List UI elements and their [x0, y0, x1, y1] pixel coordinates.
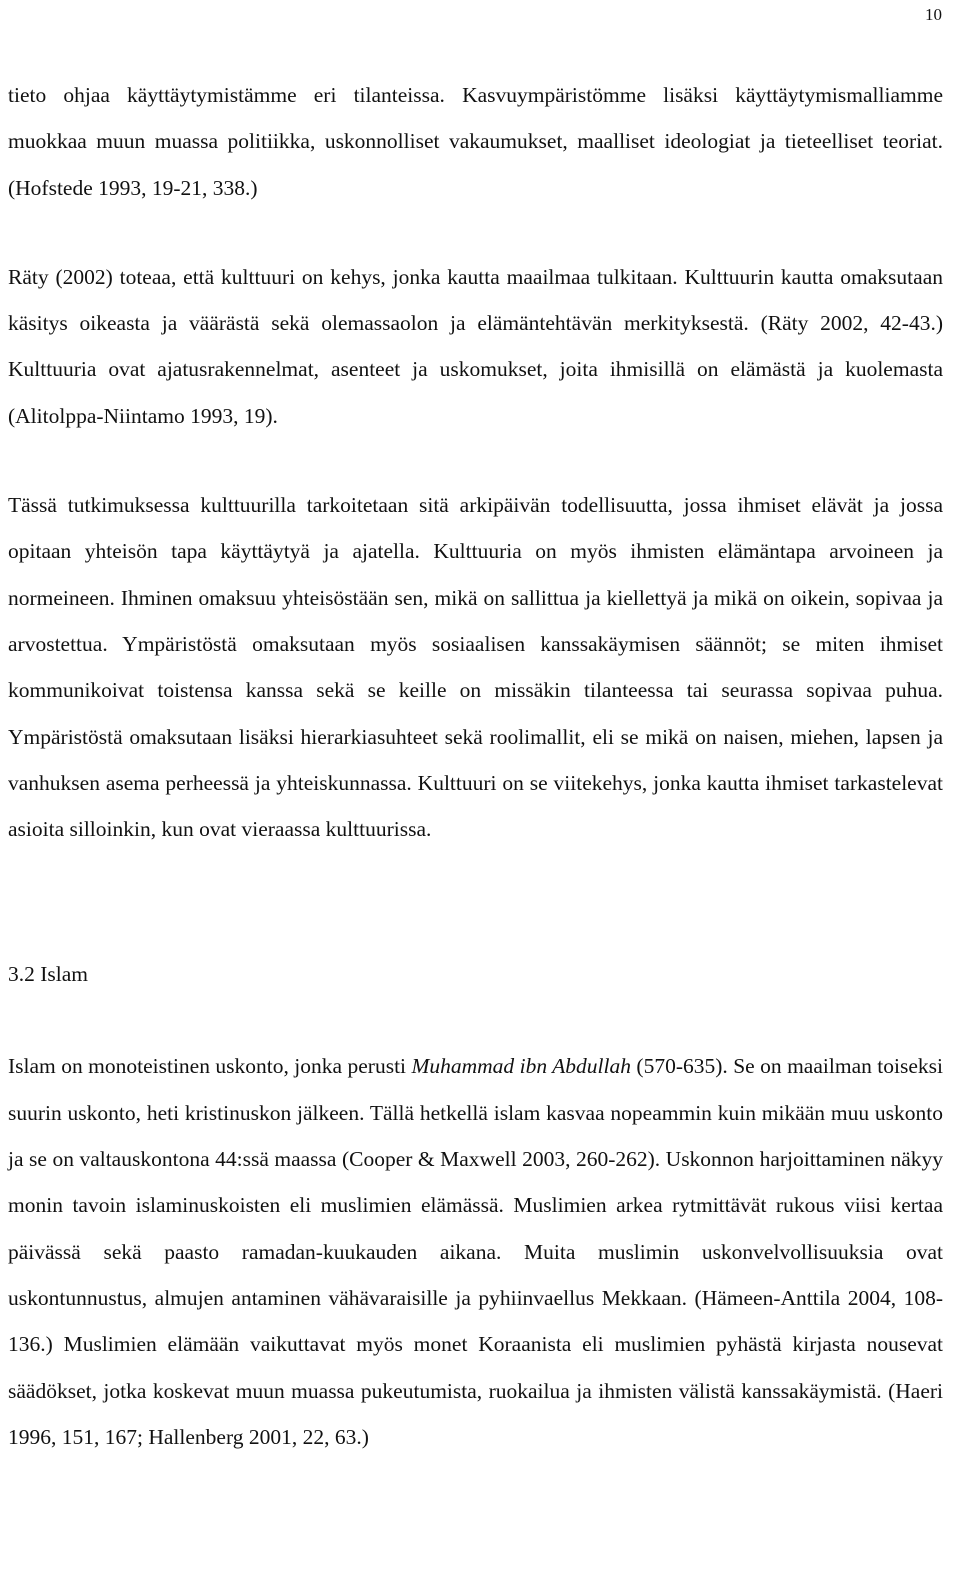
page-number: 10 [925, 5, 942, 24]
document-body [8, 72, 943, 1460]
paragraph-4 [8, 1043, 943, 1460]
paragraph-1: tieto ohjaa käyttäytymistämme eri tilanteissa. Kasvuympäristömme lisäksi käyttäytymismalliamme muokkaa muun muassa politiikka, uskonnolliset vakaumukset, maalliset ideologiat ja tieteelliset teoriat. (Hofstede 1993, 19-21, 338.) [8, 83, 943, 200]
paragraph-3: Tässä tutkimuksessa kulttuurilla tarkoitetaan sitä arkipäivän todellisuutta, jossa ihmiset elävät ja jossa opitaan yhteisön tapa käyttäytyä ja ajatella. Kulttuuria on myös ihmisten elämäntapa arvoineen ja normeineen. Ihminen omaksuu yhteisöstään sen, mikä on sallittua ja kiellettyä ja mikä on oikein, sopivaa ja arvostettua. Ympäristöstä omaksutaan myös sosiaalisen kanssakäymisen säännöt; se miten ihmiset kommunikoivat toistensa kanssa sekä se keille on missäkin tilanteessa tai seurassa sopivaa puhua. Ympäristöstä omaksutaan lisäksi hierarkiasuhteet sekä roolimallit, eli se mikä on naisen, miehen, lapsen ja vanhuksen asema perheessä ja yhteiskunnassa. Kulttuuri on se viitekehys, jonka kautta ihmiset tarkastelevat asioita silloinkin, kun ovat vieraassa kulttuurissa. [8, 493, 943, 842]
founder-name: Muhammad ibn Abdullah [411, 1054, 631, 1079]
section-heading: 3.2 Islam [8, 962, 89, 987]
paragraph-2: Räty (2002) toteaa, että kulttuuri on kehys, jonka kautta maailmaa tulkitaan. Kulttuurin kautta omaksutaan käsitys oikeasta ja väärästä sekä olemassaolon ja elämäntehtävän merkityksestä. (Räty 2002, 42-43.) Kulttuuria ovat ajatusrakennelmat, asenteet ja uskomukset, joita ihmisillä on elämästä ja kuolemasta (Alitolppa-Niintamo 1993, 19). [8, 264, 943, 428]
paragraph-4-text-end: (570-635). Se on maailman toiseksi suurin uskonto, heti kristinuskon jälkeen. Tällä hetkellä islam kasvaa nopeammin kuin mikään muu uskonto ja se on valtauskontona 44:ssä maassa (Cooper & Maxwell 2003, 260-262). Uskonnon harjoittaminen näkyy monin tavoin islaminuskoisten eli muslimien elämässä. Muslimien arkea rytmittävät rukous viisi kertaa päivässä sekä paasto ramadan-kuukauden aikana. Muita muslimin uskonvelvollisuuksia ovat uskontunnustus, almujen antaminen vähävaraisille ja pyhiinvaellus Mekkaan. (Hämeen-Anttila 2004, 108-136.) Muslimien elämään vaikuttavat myös monet Koraanista eli muslimien pyhästä kirjasta nousevat säädökset, jotka koskevat muun muassa pukeutumista, ruokailua ja ihmisten välistä kanssakäymistä. (Haeri 1996, 151, 167; Hallenberg 2001, 22, 63.) [8, 1054, 943, 1449]
paragraph-4-text-start: Islam on monoteistinen uskonto, jonka perusti [8, 1054, 412, 1079]
